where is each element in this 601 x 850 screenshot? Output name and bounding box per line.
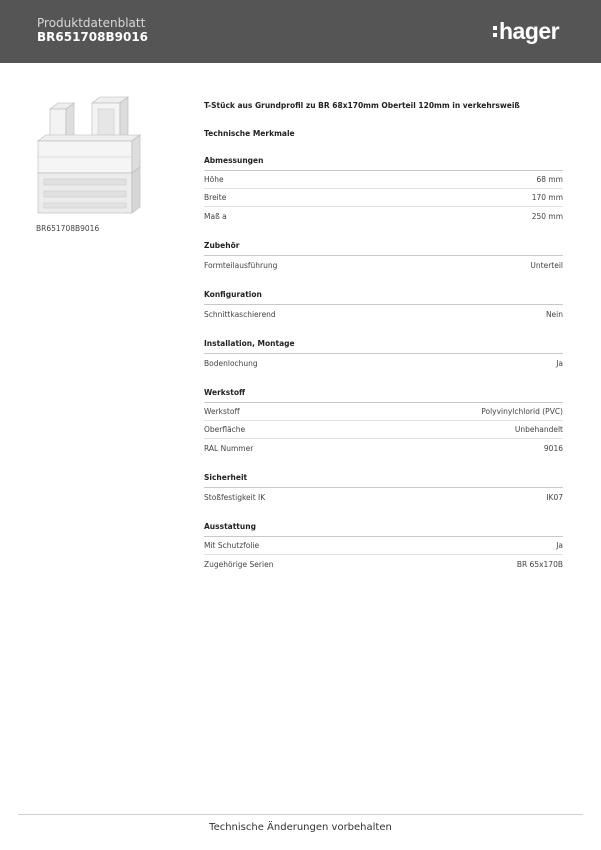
spec-value: 68 mm xyxy=(536,175,563,184)
spec-row xyxy=(204,537,563,555)
spec-label: Schnittkaschierend xyxy=(204,309,276,319)
spec-label: Formteilausführung xyxy=(204,260,278,270)
spec-value: IK07 xyxy=(546,492,563,502)
logo-text: hager xyxy=(499,17,560,44)
spec-content xyxy=(204,99,563,573)
spec-row xyxy=(204,256,563,274)
spec-value: Ja xyxy=(556,358,563,368)
group-title: Sicherheit xyxy=(204,470,563,488)
document-type: Produktdatenblatt xyxy=(37,16,146,30)
spec-label: Oberfläche xyxy=(204,425,246,434)
footer-note: Technische Änderungen vorbehalten xyxy=(209,822,392,833)
group-title: Werkstoff xyxy=(204,385,563,403)
spec-label: Höhe xyxy=(204,175,224,184)
group-title: Konfiguration xyxy=(204,287,563,305)
spec-row xyxy=(204,421,563,439)
spec-value: 170 mm xyxy=(531,193,563,202)
spec-label: RAL Nummer xyxy=(204,443,254,453)
spec-group-accessories xyxy=(204,238,563,274)
page-header xyxy=(0,0,601,63)
group-title: Ausstattung xyxy=(204,519,563,537)
spec-value: 250 mm xyxy=(531,211,563,221)
spec-group-configuration xyxy=(204,287,563,323)
group-title: Abmessungen xyxy=(204,153,563,171)
spec-value: Unterteil xyxy=(530,260,563,270)
spec-label: Werkstoff xyxy=(204,407,240,416)
spec-group-installation xyxy=(204,336,563,372)
product-title: T-Stück aus Grundprofil zu BR 68x170mm Oberteil 120mm in verkehrsweiß xyxy=(204,101,520,110)
spec-group-equipment xyxy=(204,519,563,573)
spec-label: Bodenlochung xyxy=(204,358,258,368)
spec-label: Mit Schutzfolie xyxy=(204,541,260,550)
spec-row xyxy=(204,439,563,457)
spec-value: Unbehandelt xyxy=(514,425,563,434)
article-number: BR651708B9016 xyxy=(37,30,149,44)
spec-row xyxy=(204,305,563,323)
spec-group-dimensions xyxy=(204,153,563,225)
spec-value: Nein xyxy=(545,309,563,319)
spec-value: BR 65x170B xyxy=(516,559,563,569)
hager-logo xyxy=(493,16,559,46)
spec-row xyxy=(204,171,563,189)
spec-label: Maß a xyxy=(204,211,227,221)
spec-row xyxy=(204,488,563,506)
spec-row xyxy=(204,403,563,421)
spec-value: 9016 xyxy=(543,443,563,453)
spec-group-material xyxy=(204,385,563,457)
spec-value: Polyvinylchlorid (PVC) xyxy=(481,407,563,416)
spec-label: Zugehörige Serien xyxy=(204,559,274,569)
spec-value: Ja xyxy=(556,541,563,550)
group-title: Installation, Montage xyxy=(204,336,563,354)
spec-label: Stoßfestigkeit IK xyxy=(204,492,266,502)
spec-row xyxy=(204,207,563,225)
footer-divider xyxy=(18,814,583,815)
spec-label: Breite xyxy=(204,193,227,202)
spec-row xyxy=(204,189,563,207)
spec-row xyxy=(204,555,563,573)
product-image xyxy=(36,95,144,219)
image-caption: BR651708B9016 xyxy=(36,224,100,233)
spec-group-safety xyxy=(204,470,563,506)
section-heading: Technische Merkmale xyxy=(204,129,295,138)
logo-dots-icon xyxy=(493,26,497,37)
group-title: Zubehör xyxy=(204,238,563,256)
spec-row xyxy=(204,354,563,372)
